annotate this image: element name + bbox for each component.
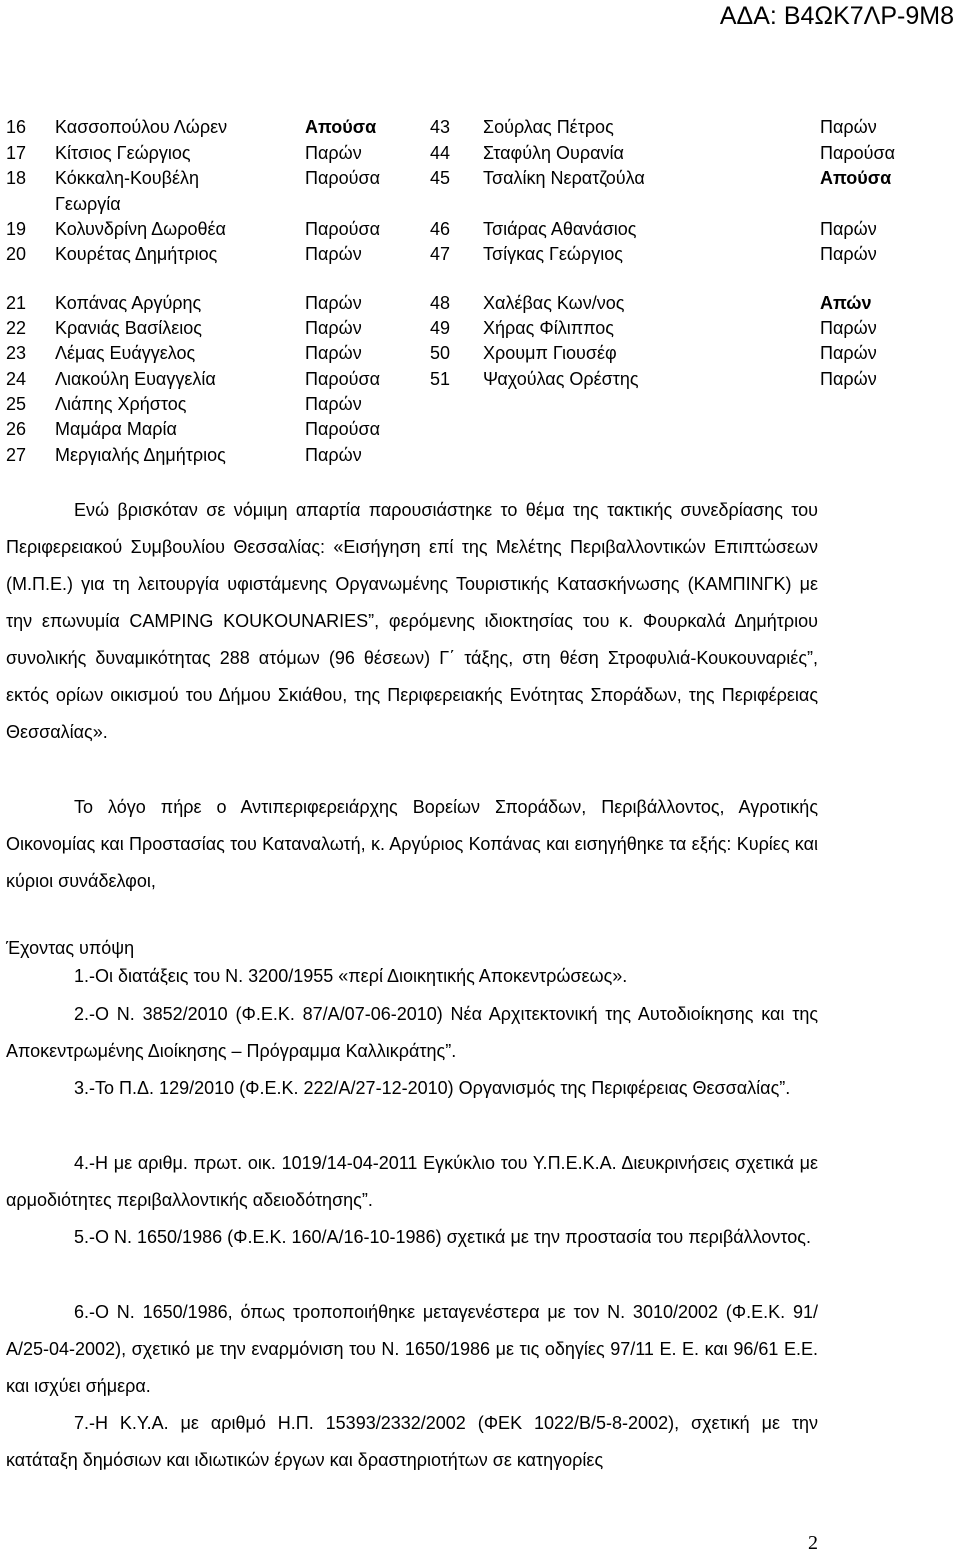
attendance-status: Παρών [820, 117, 877, 137]
member-name: Χρουμπ Γιουσέφ [483, 343, 617, 363]
member-name: Γεωργία [55, 194, 121, 214]
attendance-status: Παρούσα [820, 143, 896, 163]
member-name: Μαμάρα Μαρία [55, 419, 177, 439]
considering-heading: Έχοντας υπόψη [6, 938, 135, 958]
member-name: Λιακούλη Ευαγγελία [55, 369, 216, 389]
member-name: Κασσοπούλου Λώρεν [55, 117, 228, 137]
item-6: 6.-Ο Ν. 1650/1986, όπως τροποποιήθηκε μεταγενέστερα με τον Ν. 3010/2002 (Φ.Ε.Κ. 91/Α/25-04-2002), σχετικό με την εναρμόνιση του Ν. 1650/1986 με τις οδηγίες 97/11 Ε. Ε. και 96/61 Ε.Ε. και ισχύει σήμερα. [6, 1302, 818, 1396]
attendance-status: Παρών [305, 445, 362, 465]
paragraph-speaker: Το λόγο πήρε ο Αντιπεριφερειάρχης Βορείων Σποράδων, Περιβάλλοντος, Αγροτικής Οικονομίας και Προστασίας του Καταναλωτή, κ. Αργύριος Κοπάνας και εισηγήθηκε τα εξής: Κυρίες και κύριοι συνάδελφοι, [6, 797, 818, 891]
member-number: 43 [430, 117, 451, 137]
item-2: 2.-Ο Ν. 3852/2010 (Φ.Ε.Κ. 87/Α/07-06-2010) Νέα Αρχιτεκτονική της Αυτοδιοίκησης και της Αποκεντρωμένης Διοίκησης – Πρόγραμμα Καλλικράτης”. [6, 1004, 818, 1061]
attendance-status: Απούσα [305, 117, 377, 137]
member-number: 46 [430, 219, 451, 239]
member-name: Τσιάρας Αθανάσιος [483, 219, 637, 239]
member-name: Τσίγκας Γεώργιος [483, 244, 623, 264]
member-name: Τσαλίκη Νερατζούλα [483, 168, 645, 188]
member-number: 45 [430, 168, 451, 188]
item-7: 7.-Η Κ.Υ.Α. με αριθμό Η.Π. 15393/2332/2002 (ΦΕΚ 1022/Β/5-8-2002), σχετική με την κατάταξη δημόσιων και ιδιωτικών έργων και δραστηριοτήτων σε κατηγορίες [6, 1413, 818, 1470]
item-4: 4.-Η με αριθμ. πρωτ. οικ. 1019/14-04-2011 Εγκύκλιο του Υ.Π.Ε.Κ.Α. Διευκρινήσεις σχετικά με αρμοδιότητες περιβαλλοντικής αδειοδότησης”. [6, 1153, 818, 1210]
item-3: 3.-Το Π.Δ. 129/2010 (Φ.Ε.Κ. 222/Α/27-12-2010) Οργανισμός της Περιφέρειας Θεσσαλίας”. [74, 1078, 791, 1098]
page-number: 2 [808, 1532, 818, 1554]
member-number: 49 [430, 318, 451, 338]
member-name: Κόκκαλη-Κουβέλη [55, 168, 200, 188]
attendance-status: Παρών [820, 244, 877, 264]
attendance-status: Παρών [820, 318, 877, 338]
member-number: 19 [6, 219, 27, 239]
member-name: Λιάπης Χρήστος [55, 394, 187, 414]
item-1: 1.-Οι διατάξεις του Ν. 3200/1955 «περί Διοικητικής Αποκεντρώσεως». [74, 966, 628, 986]
member-name: Μεργιαλής Δημήτριος [55, 445, 226, 465]
member-number: 24 [6, 369, 27, 389]
attendance-status: Παρών [305, 394, 362, 414]
member-number: 20 [6, 244, 27, 264]
member-number: 21 [6, 293, 27, 313]
attendance-status: Παρών [820, 343, 877, 363]
member-name: Σταφύλη Ουρανία [483, 143, 624, 163]
attendance-status: Παρών [305, 244, 362, 264]
member-number: 50 [430, 343, 451, 363]
member-number: 44 [430, 143, 451, 163]
member-number: 22 [6, 318, 27, 338]
attendance-status: Απούσα [820, 168, 892, 188]
item-5: 5.-Ο Ν. 1650/1986 (Φ.Ε.Κ. 160/Α/16-10-1986) σχετικά με την προστασία του περιβάλλοντος. [74, 1227, 811, 1247]
ada-code: ΑΔΑ: Β4ΩΚ7ΛΡ-9Μ8 [719, 2, 954, 30]
attendance-status: Παρούσα [305, 219, 381, 239]
member-number: 27 [6, 445, 27, 465]
attendance-status: Παρών [820, 369, 877, 389]
attendance-status: Παρών [305, 293, 362, 313]
attendance-status: Παρών [305, 318, 362, 338]
attendance-status: Παρούσα [305, 419, 381, 439]
member-name: Χαλέβας Κων/νος [483, 293, 625, 313]
member-name: Κίτσιος Γεώργιος [55, 143, 191, 163]
paragraph-topic: Ενώ βρισκόταν σε νόμιμη απαρτία παρουσιάστηκε το θέμα της τακτικής συνεδρίασης του Περιφερειακού Συμβουλίου Θεσσαλίας: «Εισήγηση επί της Μελέτης Περιβαλλοντικών Επιπτώσεων (Μ.Π.Ε.) για τη λειτουργία υφιστάμενης Οργανωμένης Τουριστικής Κατασκήνωσης (ΚΑΜΠΙΝΓΚ) με την επωνυμία CAMPING KOUKOUNARIES”, φερόμενης ιδιοκτησίας του κ. Φουρκαλά Δημήτριου συνολικής δυναμικότητας 288 ατόμων (96 θέσεων) Γ΄ τάξης, στη θέση Στροφυλιά-Κουκουναριές”, εκτός ορίων οικισμού του Δήμου Σκιάθου, της Περιφερειακής Ενότητας Σποράδων, της Περιφέρειας Θεσσαλίας». [6, 500, 818, 742]
attendance-status: Παρούσα [305, 168, 381, 188]
member-name: Κουρέτας Δημήτριος [55, 244, 218, 264]
member-number: 26 [6, 419, 27, 439]
member-name: Χήρας Φίλιππος [483, 318, 614, 338]
member-name: Σούρλας Πέτρος [483, 117, 614, 137]
member-number: 51 [430, 369, 451, 389]
member-name: Κοπάνας Αργύρης [55, 293, 202, 313]
member-name: Λέμας Ευάγγελος [55, 343, 196, 363]
member-name: Ψαχούλας Ορέστης [483, 369, 639, 389]
attendance-status: Απών [820, 293, 872, 313]
member-number: 16 [6, 117, 27, 137]
attendance-status: Παρούσα [305, 369, 381, 389]
attendance-status: Παρών [305, 343, 362, 363]
member-number: 23 [6, 343, 27, 363]
attendance-status: Παρών [820, 219, 877, 239]
member-name: Κρανιάς Βασίλειος [55, 318, 202, 338]
member-number: 48 [430, 293, 451, 313]
member-name: Κολυνδρίνη Δωροθέα [55, 219, 226, 239]
member-number: 17 [6, 143, 27, 163]
attendance-status: Παρών [305, 143, 362, 163]
member-number: 25 [6, 394, 27, 414]
member-number: 18 [6, 168, 27, 188]
member-number: 47 [430, 244, 451, 264]
